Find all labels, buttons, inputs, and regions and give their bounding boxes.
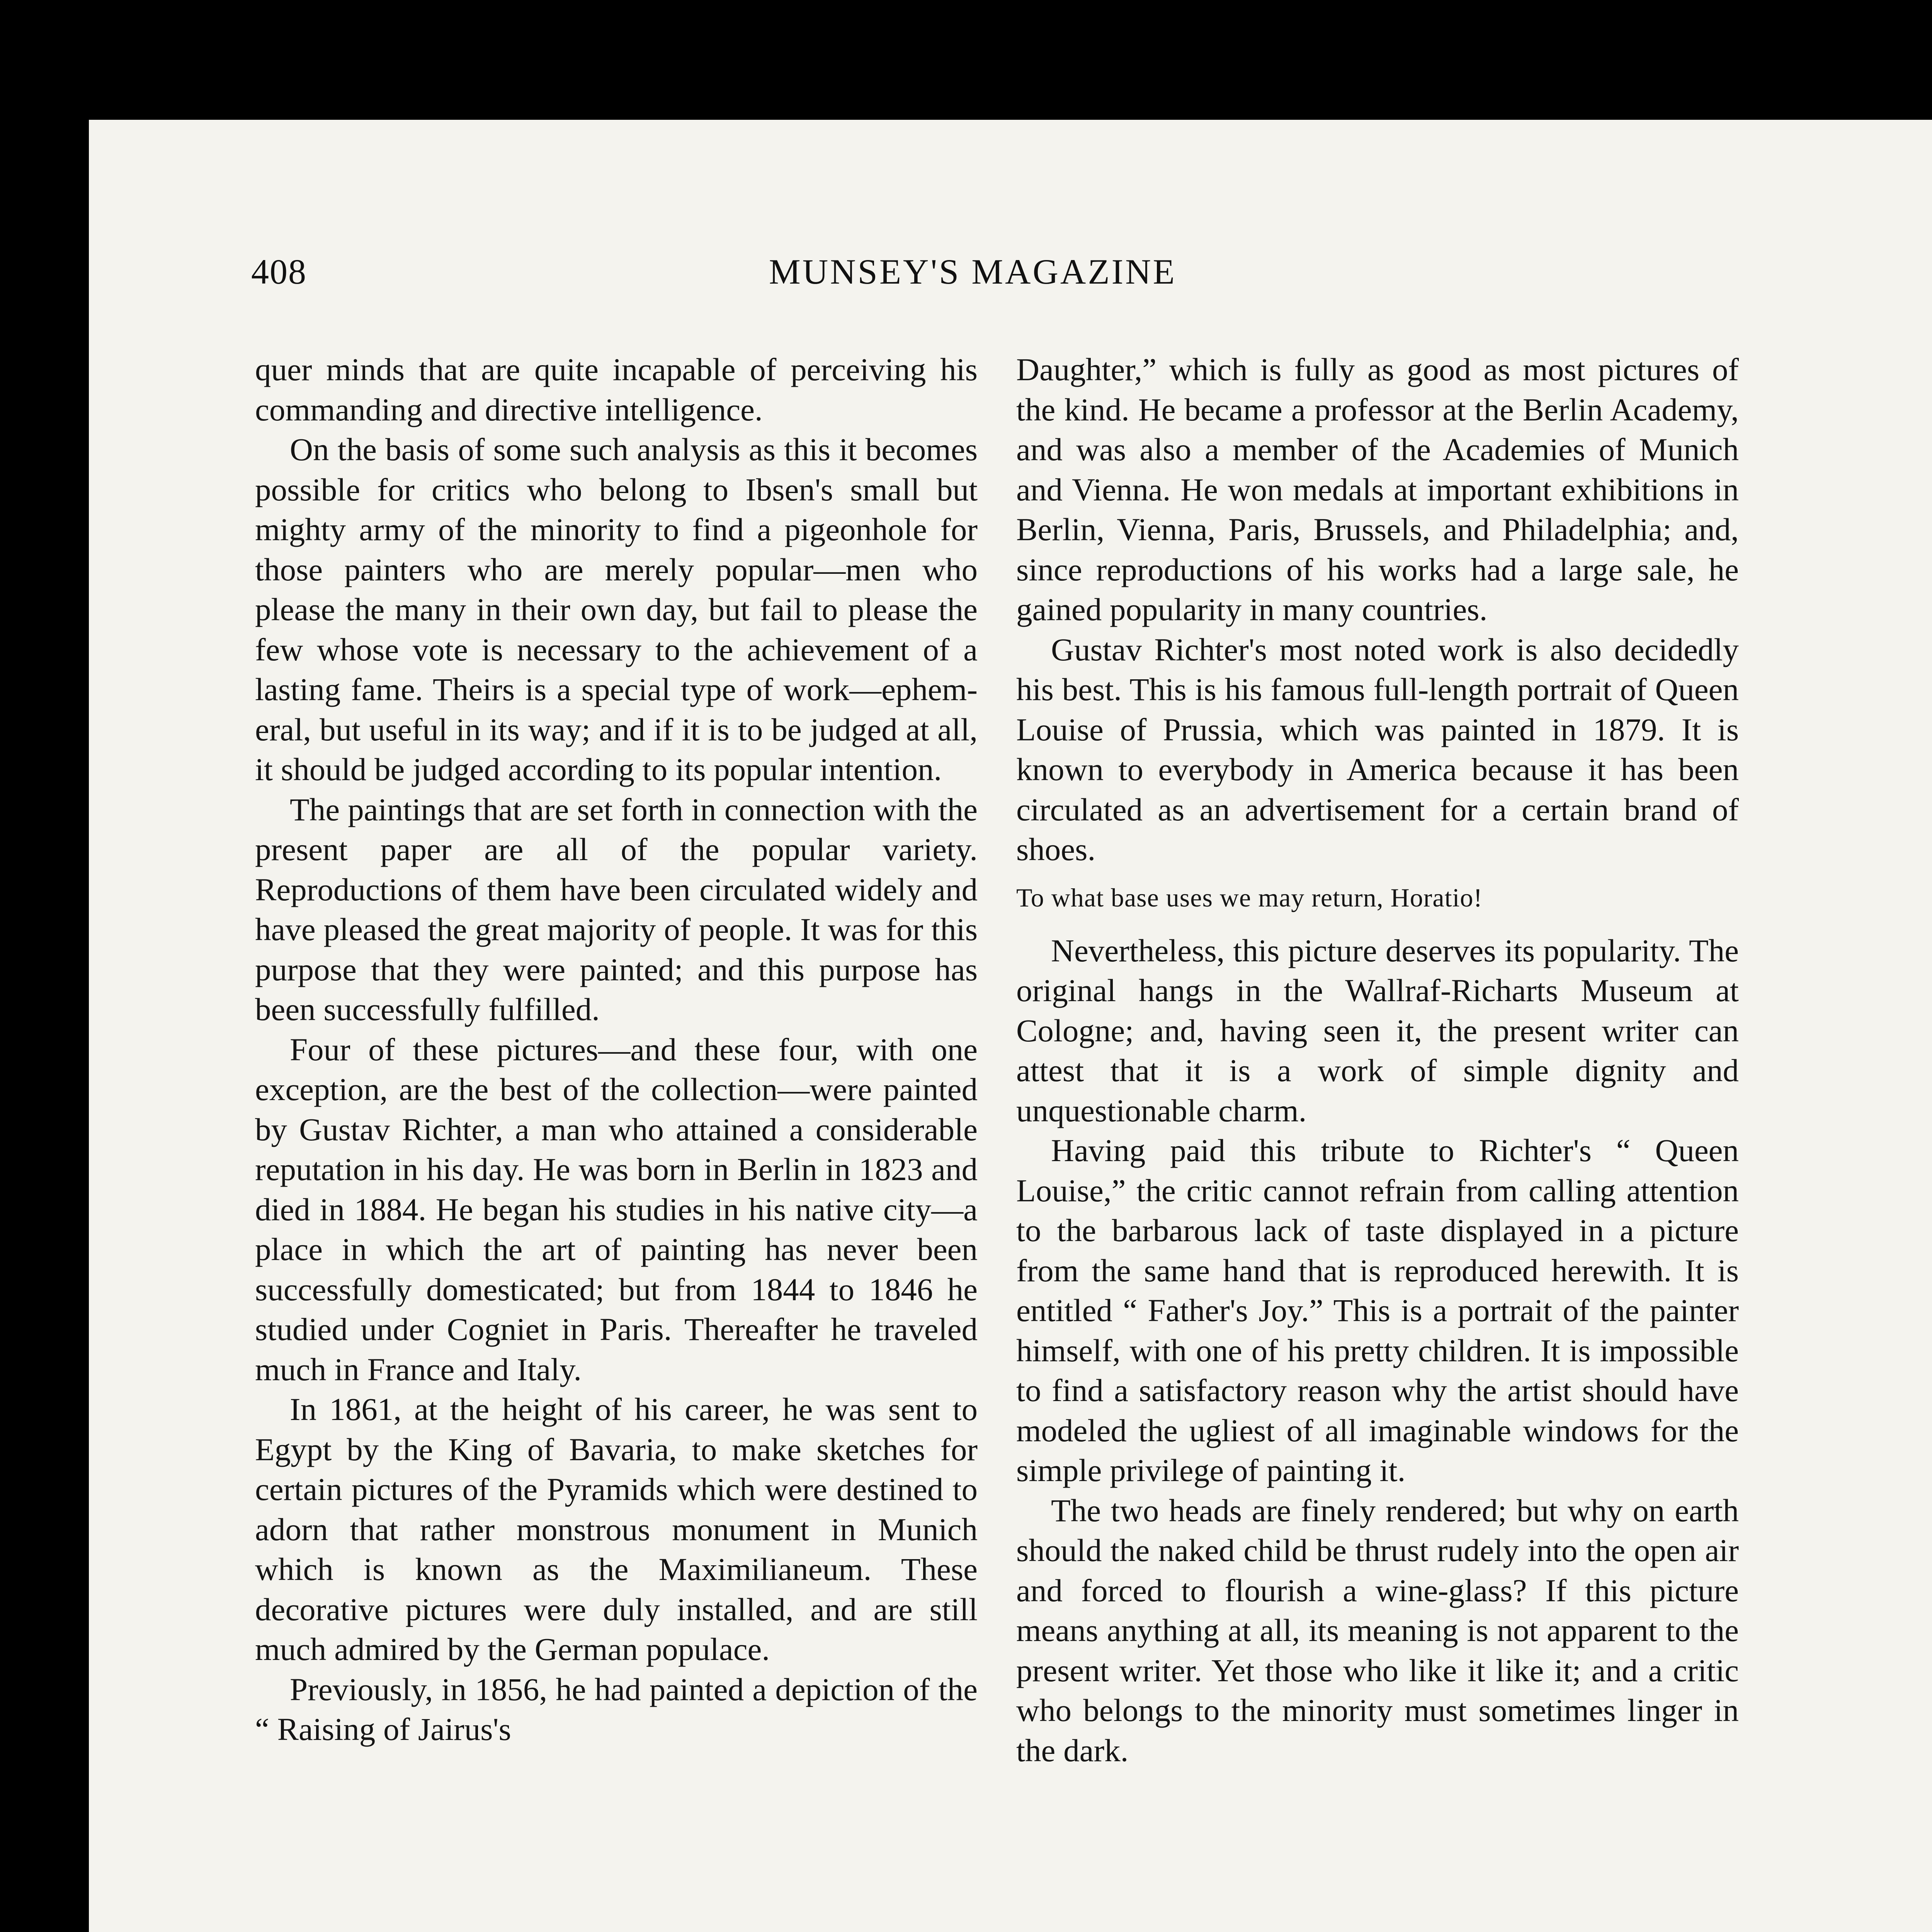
- paragraph: Daughter,” which is fully as good as most pictures of the kind. He became a professor at the Berlin Academy, and was also a member of the Academies of Munich and Vienna. He won medals at important exhibitions in Berlin, Vienna, Paris, Brussels, and Philadelphia; and, since reproductions of his works had a large sale, he gained popularity in many countries.: [1016, 352, 1739, 627]
- running-head: MUNSEY'S MAGAZINE: [769, 252, 1177, 291]
- quotation-line: To what base uses we may return, Horatio!: [1016, 883, 1483, 912]
- paragraph: On the basis of some such analysis as this it becomes possible for critics who belong to Ibsen's small but mighty army of the minority to find a pigeonhole for those painters who are merely popular—men who please the many in their own day, but fail to please the few whose vote is necessary to the achievement of a lasting fame. Theirs is a special type of work—ephemeral, but useful in its way; and if it is to be judged at all, it should be judged according to its popular intention.: [255, 432, 978, 787]
- paragraph: quer minds that are quite incapable of perceiving his commanding and directive intelligence.: [255, 352, 978, 427]
- page-number: 408: [251, 252, 307, 291]
- article-column-left: [255, 350, 978, 1750]
- paragraph: Previously, in 1856, he had painted a depiction of the “ Raising of Jairus's: [255, 1671, 978, 1747]
- article-column-right: [1016, 350, 1739, 1770]
- paragraph: Four of these pictures—and these four, with one exception, are the best of the collection—were painted by Gustav Richter, a man who attained a considerable reputation in his day. He was born in Berlin in 1823 and died in 1884. He began his studies in his native city—a place in which the art of painting has never been successfully domesticated; but from 1844 to 1846 he studied under Cogniet in Paris. Thereafter he traveled much in France and Italy.: [255, 1031, 978, 1387]
- paragraph: In 1861, at the height of his career, he was sent to Egypt by the King of Bavaria, to make sketches for certain pictures of the Pyramids which were destined to adorn that rather monstrous monument in Munich which is known as the Maximilianeum. These decorative pictures were duly installed, and are still much admired by the German populace.: [255, 1391, 978, 1667]
- paragraph: Gustav Richter's most noted work is also decidedly his best. This is his famous full-length portrait of Queen Louise of Prussia, which was painted in 1879. It is known to everybody in America because it has been circulated as an advertisement for a certain brand of shoes.: [1016, 631, 1739, 867]
- paragraph: Nevertheless, this picture deserves its popularity. The original hangs in the Wallraf-Richarts Museum at Cologne; and, having seen it, the present writer can attest that it is a work of simple dignity and unquestionable charm.: [1016, 932, 1739, 1128]
- page-header: [251, 251, 1750, 298]
- paragraph: Having paid this tribute to Richter's “ Queen Louise,” the critic cannot refrain from calling attention to the barbarous lack of taste displayed in a picture from the same hand that is reproduced herewith. It is entitled “ Father's Joy.” This is a portrait of the painter himself, with one of his pretty children. It is impossible to find a satisfactory reason why the artist should have modeled the ugliest of all imaginable windows for the simple privilege of painting it.: [1016, 1133, 1739, 1488]
- paragraph: The paintings that are set forth in connection with the present paper are all of the popular variety. Reproductions of them have been circulated widely and have pleased the great majority of people. It was for this purpose that they were painted; and this purpose has been successfully fulfilled.: [255, 791, 978, 1027]
- paragraph: The two heads are finely rendered; but why on earth should the naked child be thrust rudely into the open air and forced to flourish a wine-glass? If this picture means anything at all, its meaning is not apparent to the present writer. Yet those who like it like it; and a critic who belongs to the minority must sometimes linger in the dark.: [1016, 1492, 1739, 1768]
